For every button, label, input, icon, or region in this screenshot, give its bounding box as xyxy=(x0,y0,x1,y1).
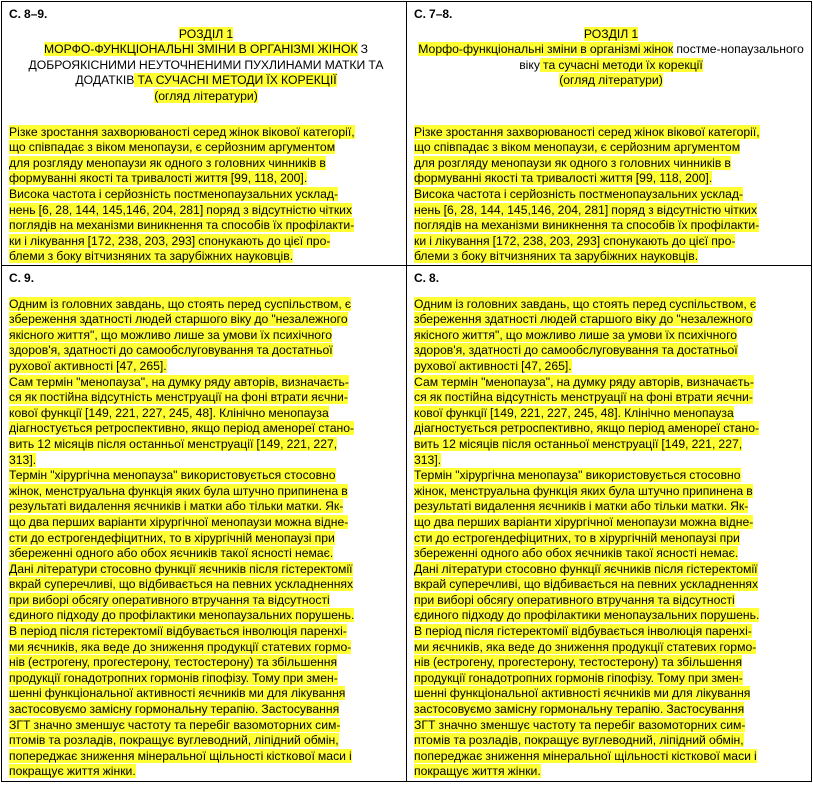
highlighted-text: збереження здатності людей старшого віку до "незалежного xyxy=(414,312,753,327)
text-line xyxy=(9,515,403,531)
text-line xyxy=(9,562,403,578)
text-line xyxy=(414,234,808,250)
text-line xyxy=(9,375,403,391)
highlighted-text: жінок, менструальна функція яких була штучно припинена в xyxy=(414,483,753,498)
text-line xyxy=(414,187,808,203)
text-line xyxy=(414,328,808,344)
text-line xyxy=(414,608,808,624)
text-line xyxy=(9,359,403,375)
highlighted-text: діагностується ретроспективно, якщо період аменореї стано- xyxy=(414,421,760,436)
highlighted-text: вить 12 місяців після останньої менструації [149, 221, 227, xyxy=(9,436,338,451)
text-line xyxy=(9,593,403,609)
text-line xyxy=(9,453,403,469)
text-line xyxy=(9,484,403,500)
text-line xyxy=(9,218,403,234)
highlighted-text: ки і лікування [172, 238, 203, 293] спонукають до цієї про- xyxy=(9,233,331,248)
text-line xyxy=(9,686,403,702)
highlighted-text: Дані літератури стосовно функції яєчників після гістеректомії xyxy=(9,561,353,576)
highlighted-text: покращує життя жінки. xyxy=(414,764,541,779)
text-line xyxy=(9,718,403,734)
text-line xyxy=(414,218,808,234)
cell-right-bottom xyxy=(407,266,812,782)
section-title xyxy=(414,42,808,73)
text-line xyxy=(414,733,808,749)
highlighted-text: Термін "хірургічна менопауза" використовується стосовно xyxy=(9,468,336,483)
highlighted-text: В період після гістеректомії відбувається інволюція паренхі- xyxy=(414,624,752,639)
highlighted-text: Сам термін "менопауза", на думку ряду авторів, визначаєть- xyxy=(9,374,349,389)
text-line xyxy=(414,577,808,593)
highlighted-text: при виборі обсягу оперативного втручання та відсутності xyxy=(9,592,330,607)
highlighted-text: нень [6, 28, 144, 145,146, 204, 281] поряд з відсутністю чітких xyxy=(9,202,353,217)
highlighted-text: ми яєчників, яка веде до зниження продукції статевих гормо- xyxy=(414,639,757,654)
text-line xyxy=(414,764,808,780)
highlighted-text: результаті видалення яєчників і матки або тільки матки. Як- xyxy=(9,499,344,514)
highlighted-text: кової функції [149, 221, 227, 245, 48]. Клінічно менопауза xyxy=(414,405,734,420)
text-line xyxy=(414,375,808,391)
highlighted-text: ми яєчників, яка веде до зниження продукції статевих гормо- xyxy=(9,639,352,654)
text-line xyxy=(9,468,403,484)
text-line xyxy=(414,437,808,453)
text-line xyxy=(414,297,808,313)
text-line xyxy=(414,406,808,422)
text-line xyxy=(9,249,403,265)
cell-left-bottom xyxy=(2,266,407,782)
text-line xyxy=(414,203,808,219)
text-line xyxy=(9,156,403,172)
text-line xyxy=(414,593,808,609)
highlighted-text: рухової активності [47, 265]. xyxy=(9,358,167,373)
text-line xyxy=(9,499,403,515)
text-line xyxy=(9,297,403,313)
highlighted-text: ся як постійна відсутність менструації на фоні втрати яєчни- xyxy=(414,390,753,405)
text-line xyxy=(9,312,403,328)
text-line xyxy=(414,546,808,562)
highlighted-text: Висока частота і серйозність постменопаузальних усклад- xyxy=(414,186,744,201)
paragraph-block xyxy=(9,123,403,265)
highlighted-text: ся як постійна відсутність менструації на фоні втрати яєчни- xyxy=(9,390,348,405)
section-heading xyxy=(9,27,403,123)
text-line xyxy=(9,640,403,656)
highlighted-text: вкрай суперечливі, що відбивається на певних ускладненнях xyxy=(414,577,759,592)
highlighted-text: збереженні одного або обох яєчників такої ясності немає. xyxy=(9,546,334,561)
highlighted-text: Одним із головних завдань, що стоять перед суспільством, є xyxy=(414,296,757,311)
text-line xyxy=(414,562,808,578)
highlighted-text: продукції гонадотропних гормонів гіпофізу. Тому при змен- xyxy=(414,670,743,685)
text-line xyxy=(414,655,808,671)
page-ref: С. 8–9. xyxy=(9,7,48,21)
paragraph-block xyxy=(9,291,403,780)
text-line xyxy=(414,499,808,515)
highlighted-text: що співпадає з віком менопаузи, є серйозним аргументом xyxy=(414,140,741,155)
text-line xyxy=(9,234,403,250)
highlighted-text: попереджає зниження мінеральної щільності кісткової маси і xyxy=(9,748,352,763)
text-line xyxy=(9,343,403,359)
highlighted-text: продукції гонадотропних гормонів гіпофізу. Тому при змен- xyxy=(9,670,338,685)
highlighted-text: шенні функціональної активності яєчників ми для лікування xyxy=(9,686,346,701)
highlighted-text: застосовуємо замісну гормональну терапію. Застосування xyxy=(9,702,340,717)
highlighted-text: єдиного підходу до профілактики менопаузальних порушень. xyxy=(414,608,760,623)
highlighted-text: Різке зростання захворюваності серед жінок вікової категорії, xyxy=(414,124,760,139)
comparison-table xyxy=(1,1,812,782)
highlighted-text: блеми з боку вітчизняних та зарубіжних науковців. xyxy=(9,249,294,264)
paragraph-block xyxy=(414,123,808,265)
text-line xyxy=(414,624,808,640)
text-line xyxy=(414,249,808,265)
text-line xyxy=(9,171,403,187)
text-line xyxy=(9,421,403,437)
highlighted-text: птомів та розладів, покращує вуглеводний, ліпідний обмін, xyxy=(414,733,744,748)
highlighted-text: 313]. xyxy=(414,452,442,467)
text-line xyxy=(414,749,808,765)
highlighted-text: шенні функціональної активності яєчників ми для лікування xyxy=(414,686,751,701)
highlighted-text: поглядів на механізми виникнення та способів їх профілакти- xyxy=(414,218,760,233)
highlighted-text: В період після гістеректомії відбувається інволюція паренхі- xyxy=(9,624,347,639)
highlighted-text: що два перших варіанти хірургічної менопаузи можна відне- xyxy=(9,514,349,529)
page-ref: С. 7–8. xyxy=(414,7,453,21)
text-line xyxy=(9,608,403,624)
highlighted-text: кової функції [149, 221, 227, 245, 48]. Клінічно менопауза xyxy=(9,405,329,420)
highlighted-text: здоров'я, здатності до самообслуговування та достатньої xyxy=(9,343,333,358)
highlighted-text: здоров'я, здатності до самообслуговування та достатньої xyxy=(414,343,738,358)
title-part: З ДОБРОЯКІСНИМИ НЕУТОЧНЕНИМИ ПУХЛИНАМИ МАТКИ ТА ДОДАТКІВ xyxy=(28,42,384,88)
page-ref: С. 8. xyxy=(414,271,440,285)
text-line xyxy=(9,624,403,640)
text-line xyxy=(414,359,808,375)
highlighted-text: для розгляду менопаузи як одного з головних чинників в xyxy=(9,155,326,170)
paragraph-block xyxy=(414,291,808,780)
highlighted-text: нів (естрогену, прогестерону, тестостерону) та збільшення xyxy=(414,655,743,670)
highlighted-text: Висока частота і серйозність постменопаузальних усклад- xyxy=(9,186,339,201)
text-line xyxy=(9,531,403,547)
text-line xyxy=(414,468,808,484)
text-line xyxy=(414,140,808,156)
highlighted-text: результаті видалення яєчників і матки або тільки матки. Як- xyxy=(414,499,749,514)
text-line xyxy=(9,655,403,671)
highlighted-text: жінок, менструальна функція яких була штучно припинена в xyxy=(9,483,348,498)
text-line xyxy=(9,749,403,765)
highlighted-text: Сам термін "менопауза", на думку ряду авторів, визначаєть- xyxy=(414,374,754,389)
highlighted-text: попереджає зниження мінеральної щільності кісткової маси і xyxy=(414,748,757,763)
title-part: МОРФО-ФУНКЦІОНАЛЬНІ ЗМІНИ В ОРГАНІЗМІ ЖІНОК xyxy=(43,42,358,57)
text-line xyxy=(414,421,808,437)
highlighted-text: єдиного підходу до профілактики менопаузальних порушень. xyxy=(9,608,355,623)
highlighted-text: збереження здатності людей старшого віку до "незалежного xyxy=(9,312,348,327)
highlighted-text: сти до естрогендефіцитних, то в хірургічній менопаузі при xyxy=(9,530,335,545)
section-heading xyxy=(414,27,808,123)
text-line xyxy=(9,733,403,749)
highlighted-text: ЗГТ значно зменшує частоту та перебіг вазомоторних сим- xyxy=(9,717,341,732)
highlighted-text: рухової активності [47, 265]. xyxy=(414,358,572,373)
text-line xyxy=(9,546,403,562)
text-line xyxy=(9,702,403,718)
text-line xyxy=(414,343,808,359)
highlighted-text: якісного життя", що можливо лише за умови їх психічного xyxy=(9,327,333,342)
text-line xyxy=(9,328,403,344)
highlighted-text: поглядів на механізми виникнення та способів їх профілакти- xyxy=(9,218,355,233)
highlighted-text: для розгляду менопаузи як одного з головних чинників в xyxy=(414,155,731,170)
cell-right-top xyxy=(407,2,812,266)
text-line xyxy=(414,156,808,172)
text-line xyxy=(414,390,808,406)
title-part: постме-нопаузального віку xyxy=(519,42,804,72)
text-line xyxy=(414,312,808,328)
text-line xyxy=(9,140,403,156)
text-line xyxy=(414,686,808,702)
text-line xyxy=(414,515,808,531)
section-subtitle: (огляд літератури) xyxy=(559,73,663,88)
highlighted-text: формуванні якості та тривалості життя [99, 118, 200]. xyxy=(9,171,308,186)
text-line xyxy=(9,125,403,141)
highlighted-text: вкрай суперечливі, що відбивається на певних ускладненнях xyxy=(9,577,354,592)
highlighted-text: що співпадає з віком менопаузи, є серйозним аргументом xyxy=(9,140,336,155)
title-part: ТА СУЧАСНІ МЕТОДИ ЇХ КОРЕКЦІЇ xyxy=(134,73,337,88)
text-line xyxy=(414,702,808,718)
text-line xyxy=(414,671,808,687)
section-label: РОЗДІЛ 1 xyxy=(583,26,639,41)
section-label: РОЗДІЛ 1 xyxy=(178,26,234,41)
text-line xyxy=(9,203,403,219)
highlighted-text: Одним із головних завдань, що стоять перед суспільством, є xyxy=(9,296,352,311)
highlighted-text: нень [6, 28, 144, 145,146, 204, 281] поряд з відсутністю чітких xyxy=(414,202,758,217)
section-subtitle: (огляд літератури) xyxy=(154,88,258,103)
text-line xyxy=(414,453,808,469)
text-line xyxy=(9,390,403,406)
cell-left-top xyxy=(2,2,407,266)
title-part: Морфо-функціональні зміни в організмі жінок xyxy=(418,42,674,57)
text-line xyxy=(9,764,403,780)
highlighted-text: ки і лікування [172, 238, 203, 293] спонукають до цієї про- xyxy=(414,233,736,248)
highlighted-text: якісного життя", що можливо лише за умови їх психічного xyxy=(414,327,738,342)
text-line xyxy=(9,577,403,593)
text-line xyxy=(414,484,808,500)
highlighted-text: застосовуємо замісну гормональну терапію. Застосування xyxy=(414,702,745,717)
highlighted-text: формуванні якості та тривалості життя [99, 118, 200]. xyxy=(414,171,713,186)
text-line xyxy=(414,718,808,734)
highlighted-text: сти до естрогендефіцитних, то в хірургічній менопаузі при xyxy=(414,530,740,545)
text-line xyxy=(9,437,403,453)
text-line xyxy=(9,187,403,203)
text-line xyxy=(414,531,808,547)
section-title xyxy=(9,42,403,89)
highlighted-text: нів (естрогену, прогестерону, тестостерону) та збільшення xyxy=(9,655,338,670)
title-part: та сучасні методи їх корекції xyxy=(539,57,703,72)
highlighted-text: птомів та розладів, покращує вуглеводний, ліпідний обмін, xyxy=(9,733,339,748)
text-line xyxy=(9,406,403,422)
highlighted-text: Дані літератури стосовно функції яєчників після гістеректомії xyxy=(414,561,758,576)
page-ref: С. 9. xyxy=(9,271,35,285)
highlighted-text: ЗГТ значно зменшує частоту та перебіг вазомоторних сим- xyxy=(414,717,746,732)
highlighted-text: покращує життя жінки. xyxy=(9,764,136,779)
text-line xyxy=(414,125,808,141)
highlighted-text: блеми з боку вітчизняних та зарубіжних науковців. xyxy=(414,249,699,264)
highlighted-text: діагностується ретроспективно, якщо період аменореї стано- xyxy=(9,421,355,436)
table-row-top xyxy=(2,2,812,266)
highlighted-text: при виборі обсягу оперативного втручання та відсутності xyxy=(414,592,735,607)
highlighted-text: Різке зростання захворюваності серед жінок вікової категорії, xyxy=(9,124,355,139)
text-line xyxy=(414,640,808,656)
highlighted-text: збереженні одного або обох яєчників такої ясності немає. xyxy=(414,546,739,561)
text-line xyxy=(414,171,808,187)
highlighted-text: вить 12 місяців після останньої менструації [149, 221, 227, xyxy=(414,436,743,451)
highlighted-text: 313]. xyxy=(9,452,37,467)
table-row-bottom xyxy=(2,266,812,782)
text-line xyxy=(9,671,403,687)
highlighted-text: що два перших варіанти хірургічної менопаузи можна відне- xyxy=(414,514,754,529)
highlighted-text: Термін "хірургічна менопауза" використовується стосовно xyxy=(414,468,741,483)
